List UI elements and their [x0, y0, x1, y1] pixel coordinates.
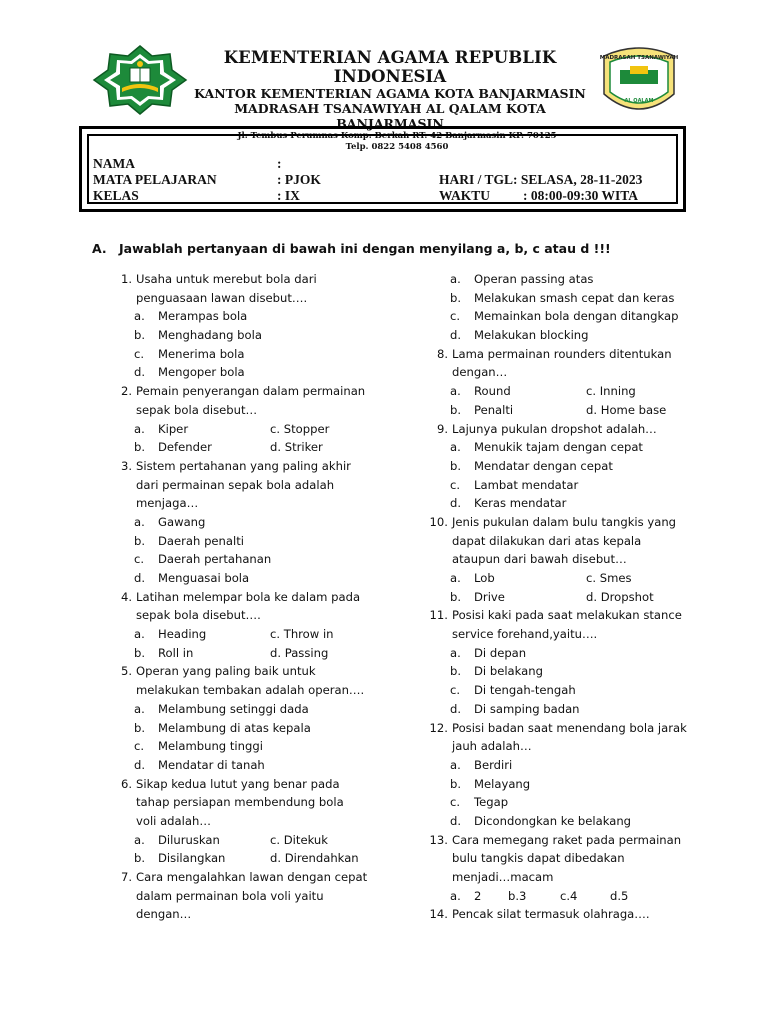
- answer-option[interactable]: [420, 812, 740, 831]
- answer-option[interactable]: [104, 756, 404, 775]
- question-text: sepak bola disebut…: [136, 402, 258, 417]
- question-line: [420, 513, 740, 532]
- madrasah-seal-icon: [598, 42, 680, 120]
- answer-option[interactable]: [420, 457, 740, 476]
- question-number: 7.: [120, 870, 132, 884]
- answer-option[interactable]: [420, 775, 740, 794]
- option-letter: a.: [134, 514, 145, 529]
- option-letter: a.: [450, 440, 461, 455]
- answer-option[interactable]: [104, 345, 404, 364]
- option-text: c. Stopper: [270, 421, 330, 436]
- option-letter: b.: [134, 328, 146, 343]
- option-letter: b.: [134, 851, 146, 866]
- question-text: Posisi kaki pada saat melakukan stance: [452, 608, 682, 623]
- question-number: 2.: [120, 384, 132, 399]
- question-number: 1.: [120, 272, 132, 286]
- option-letter: d.: [450, 701, 462, 716]
- question-number: 6.: [120, 776, 132, 791]
- option-text: Berdiri: [474, 757, 513, 772]
- option-text: Melambung di atas kepala: [158, 720, 311, 735]
- answer-option[interactable]: [104, 700, 404, 719]
- answer-option-pair[interactable]: [420, 588, 740, 607]
- question-line: [104, 289, 404, 308]
- answer-option-row[interactable]: [420, 887, 740, 906]
- option-letter: c.: [450, 309, 461, 324]
- option-text: Diluruskan: [158, 832, 220, 847]
- question-text: jauh adalah…: [452, 739, 532, 754]
- question-number: 3.: [120, 458, 132, 473]
- answer-option[interactable]: [420, 700, 740, 719]
- mapel-label: MATA PELAJARAN: [93, 172, 217, 187]
- nama-colon: :: [277, 156, 282, 171]
- seal-top-text: MADRASAH TSANAWIYAH: [599, 55, 679, 61]
- question-line: [104, 887, 404, 906]
- option-text: Roll in: [158, 645, 194, 660]
- option-text: Memainkan bola dengan ditangkap: [474, 309, 679, 324]
- answer-option-pair[interactable]: [420, 382, 740, 401]
- option-text: Gawang: [158, 514, 206, 529]
- hari-tanggal: HARI / TGL: SELASA, 28-11-2023: [439, 172, 643, 187]
- answer-option-pair[interactable]: [104, 644, 404, 663]
- option-letter: b.: [450, 402, 462, 417]
- option-text: Melakukan smash cepat dan keras: [474, 290, 675, 305]
- seal-bottom-text: AL QALAM: [624, 98, 654, 104]
- option-letter: a.: [450, 757, 461, 772]
- question-text: dalam permainan bola voli yaitu: [136, 888, 324, 903]
- answer-option[interactable]: [420, 270, 740, 289]
- question-text: Posisi badan saat menendang bola jarak: [452, 720, 687, 735]
- option-letter: b.: [450, 776, 462, 791]
- question-line: [104, 401, 404, 420]
- question-line: [104, 905, 404, 924]
- option-text: Drive: [474, 589, 505, 604]
- office-name: KANTOR KEMENTERIAN AGAMA KOTA BANJARMASIN: [194, 86, 586, 101]
- answer-option[interactable]: [104, 719, 404, 738]
- option-letter: a.: [134, 309, 145, 324]
- question-line: [420, 532, 740, 551]
- option-letter: c.: [134, 346, 145, 361]
- option-letter: c.: [450, 477, 461, 492]
- option-letter: b.: [450, 589, 462, 604]
- option-text: Lob: [474, 571, 495, 585]
- option-letter: b.: [134, 533, 146, 548]
- option-text: Disilangkan: [158, 851, 226, 866]
- option-text: d. Direndahkan: [270, 851, 359, 866]
- answer-option[interactable]: [420, 644, 740, 663]
- question-text: dari permainan sepak bola adalah: [136, 477, 335, 492]
- waktu-label: WAKTU: [439, 188, 491, 203]
- question-line: [104, 868, 404, 887]
- answer-option[interactable]: [420, 307, 740, 326]
- option-text: Penalti: [474, 402, 514, 417]
- answer-option[interactable]: [104, 532, 404, 551]
- option-text: Menerima bola: [158, 346, 245, 361]
- answer-option[interactable]: [420, 793, 740, 812]
- question-text: Latihan melempar bola ke dalam pada: [136, 589, 361, 604]
- school-name: MADRASAH TSANAWIYAH AL QALAM KOTA BANJARMASIN: [234, 101, 546, 131]
- question-line: [104, 662, 404, 681]
- option-text: Menukik tajam dengan cepat: [474, 440, 643, 455]
- option-letter: a.: [134, 421, 145, 436]
- option-letter: b.: [134, 440, 146, 455]
- answer-option[interactable]: [104, 737, 404, 756]
- option-text: Lambat mendatar: [474, 477, 579, 492]
- option-text: Heading: [158, 627, 207, 642]
- question-line: [104, 775, 404, 794]
- option-letter: c.: [134, 552, 145, 567]
- question-text: Lama permainan rounders ditentukan: [452, 346, 672, 361]
- option-letter: d.: [134, 365, 146, 380]
- option-text: Keras mendatar: [474, 496, 567, 511]
- option-text: d. Home base: [586, 402, 667, 417]
- answer-option[interactable]: [420, 756, 740, 775]
- option-text: Mendatar dengan cepat: [474, 458, 613, 473]
- question-text: Usaha untuk merebut bola dari: [136, 272, 317, 286]
- question-number: 8.: [436, 346, 448, 361]
- question-line: [420, 420, 740, 439]
- question-line: [104, 382, 404, 401]
- option-text: Dicondongkan ke belakang: [474, 813, 632, 828]
- option-letter: c.: [450, 795, 461, 810]
- question-text: melakukan tembakan adalah operan….: [136, 683, 365, 698]
- question-text: bulu tangkis dapat dibedakan: [452, 851, 625, 866]
- question-number: 12.: [429, 720, 448, 735]
- question-number: 4.: [120, 589, 132, 604]
- option-text: c. Throw in: [270, 627, 334, 642]
- answer-option-pair[interactable]: [104, 420, 404, 439]
- question-text: menjaga…: [136, 496, 199, 511]
- question-number: 9.: [436, 421, 448, 436]
- question-line: [420, 345, 740, 364]
- question-text: Sistem pertahanan yang paling akhir: [136, 458, 351, 473]
- option-letter: d.: [450, 328, 462, 343]
- question-text: tahap persiapan membendung bola: [136, 795, 344, 810]
- question-line: [420, 849, 740, 868]
- option-text: Di depan: [474, 645, 527, 660]
- question-line: [420, 625, 740, 644]
- option-letter: a.: [134, 627, 145, 642]
- section-instruction: Jawablah pertanyaan di bawah ini dengan menyilang a, b, c atau d !!!: [119, 241, 611, 256]
- nama-label: NAMA: [93, 156, 135, 171]
- question-line: [104, 812, 404, 831]
- question-line: [104, 476, 404, 495]
- question-number: 11.: [429, 608, 448, 623]
- question-line: [420, 606, 740, 625]
- question-line: [420, 905, 740, 924]
- option-text: Di belakang: [474, 664, 543, 679]
- option-letter: a.: [450, 571, 461, 585]
- question-text: Sikap kedua lutut yang benar pada: [136, 776, 340, 791]
- question-line: [420, 550, 740, 569]
- option-text: Operan passing atas: [474, 272, 594, 286]
- question-number: 10.: [429, 514, 448, 529]
- option-text: Di samping badan: [474, 701, 580, 716]
- answer-option[interactable]: [420, 438, 740, 457]
- option-letter: d.: [134, 757, 146, 772]
- question-line: [104, 606, 404, 625]
- question-line: [104, 457, 404, 476]
- question-line: [104, 494, 404, 513]
- answer-option-pair[interactable]: [104, 831, 404, 850]
- section-letter: A.: [92, 241, 107, 256]
- option-letter: a.: [450, 272, 461, 286]
- option-letter: b.: [134, 645, 146, 660]
- question-text: Jenis pukulan dalam bulu tangkis yang: [452, 514, 677, 529]
- option-text: c. Smes: [586, 571, 632, 585]
- question-line: [104, 588, 404, 607]
- option-text: Melambung tinggi: [158, 739, 263, 754]
- answer-option-pair[interactable]: [420, 401, 740, 420]
- option-letter: d.: [134, 571, 146, 585]
- question-line: [420, 363, 740, 382]
- question-text: sepak bola disebut….: [136, 608, 261, 623]
- option-text: 2: [474, 888, 482, 903]
- answer-option-pair[interactable]: [420, 569, 740, 588]
- option-text: Kiper: [158, 421, 189, 436]
- question-text: Operan yang paling baik untuk: [136, 664, 316, 679]
- answer-option[interactable]: [420, 494, 740, 513]
- option-letter: d.: [450, 496, 462, 511]
- option-text: d. Passing: [270, 645, 329, 660]
- question-text: Pemain penyerangan dalam permainan: [136, 384, 366, 399]
- option-text: Melakukan blocking: [474, 328, 589, 343]
- question-number: 5.: [120, 664, 132, 679]
- option-text: d. Dropshot: [586, 589, 654, 604]
- option-text: Mengoper bola: [158, 365, 245, 380]
- student-identity-box: [79, 126, 686, 212]
- option-text: Daerah pertahanan: [158, 552, 272, 567]
- answer-option-pair[interactable]: [104, 438, 404, 457]
- kemenag-emblem-icon: [92, 44, 188, 116]
- answer-option[interactable]: [420, 662, 740, 681]
- answer-option[interactable]: [420, 289, 740, 308]
- question-text: dengan…: [452, 365, 508, 380]
- answer-option[interactable]: [104, 363, 404, 382]
- letterhead: [0, 40, 768, 152]
- answer-option[interactable]: [104, 326, 404, 345]
- option-letter: a.: [450, 645, 461, 660]
- question-text: service forehand,yaitu….: [452, 627, 598, 642]
- question-line: [420, 868, 740, 887]
- question-number: 13.: [429, 832, 448, 847]
- option-text: Mendatar di tanah: [158, 757, 265, 772]
- question-text: dengan…: [136, 907, 192, 922]
- option-text: d.5: [610, 888, 629, 903]
- section-title: [92, 241, 611, 256]
- option-text: Tegap: [474, 795, 509, 810]
- option-text: Di tengah-tengah: [474, 683, 576, 698]
- question-line: [104, 681, 404, 700]
- option-letter: a.: [450, 888, 461, 903]
- questions-right-column: [420, 270, 740, 924]
- school-address: Jl. Tembus Perumnas Komp. Berkah RT. 42 Banjarmasin KP. 70125: [237, 131, 557, 141]
- option-letter: b.: [450, 664, 462, 679]
- school-phone: Telp. 0822 5408 4560: [345, 142, 449, 152]
- answer-option[interactable]: [104, 550, 404, 569]
- waktu-value: : 08:00-09:30 WITA: [523, 188, 638, 203]
- option-letter: a.: [134, 832, 145, 847]
- option-text: Round: [474, 384, 511, 399]
- option-text: Merampas bola: [158, 309, 248, 324]
- answer-option[interactable]: [420, 681, 740, 700]
- option-text: d. Striker: [270, 440, 323, 455]
- ministry-name: KEMENTERIAN AGAMA REPUBLIK INDONESIA: [223, 48, 557, 86]
- answer-option-pair[interactable]: [104, 849, 404, 868]
- option-letter: b.: [450, 458, 462, 473]
- option-text: Melayang: [474, 776, 531, 791]
- option-letter: c.: [134, 739, 145, 754]
- option-letter: b.: [450, 290, 462, 305]
- option-letter: d.: [450, 813, 462, 828]
- question-text: penguasaan lawan disebut….: [136, 290, 308, 305]
- option-letter: a.: [450, 384, 461, 399]
- question-line: [420, 737, 740, 756]
- answer-option-pair[interactable]: [104, 625, 404, 644]
- kelas-value: : IX: [277, 188, 300, 203]
- option-text: c. Ditekuk: [270, 832, 328, 847]
- question-text: menjadi…macam: [452, 870, 554, 884]
- question-text: Cara memegang raket pada permainan: [452, 832, 682, 847]
- option-text: Daerah penalti: [158, 533, 245, 548]
- option-text: Menghadang bola: [158, 328, 262, 343]
- identity-inner-frame: [87, 134, 678, 204]
- option-letter: a.: [134, 701, 145, 716]
- question-text: ataupun dari bawah disebut…: [452, 552, 627, 567]
- option-text: b.3: [508, 888, 527, 903]
- question-line: [420, 831, 740, 850]
- kelas-label: KELAS: [93, 188, 139, 203]
- question-text: Pencak silat termasuk olahraga….: [452, 907, 650, 922]
- option-text: c.4: [560, 888, 578, 903]
- option-letter: b.: [134, 720, 146, 735]
- answer-option[interactable]: [104, 513, 404, 532]
- option-letter: c.: [450, 683, 461, 698]
- answer-option[interactable]: [420, 326, 740, 345]
- option-text: Melambung setinggi dada: [158, 701, 309, 716]
- option-text: c. Inning: [586, 384, 636, 399]
- option-text: Defender: [158, 440, 212, 455]
- question-number: 14.: [429, 907, 448, 922]
- question-line: [420, 719, 740, 738]
- option-text: Menguasai bola: [158, 571, 250, 585]
- answer-option[interactable]: [104, 307, 404, 326]
- question-text: dapat dilakukan dari atas kepala: [452, 533, 642, 548]
- question-text: Lajunya pukulan dropshot adalah…: [452, 421, 657, 436]
- question-line: [104, 793, 404, 812]
- question-text: voli adalah…: [136, 813, 211, 828]
- question-text: Cara mengalahkan lawan dengan cepat: [136, 870, 368, 884]
- answer-option[interactable]: [104, 569, 404, 588]
- answer-option[interactable]: [420, 476, 740, 495]
- mapel-value: : PJOK: [277, 172, 321, 187]
- question-line: [104, 270, 404, 289]
- questions-left-column: [104, 270, 404, 924]
